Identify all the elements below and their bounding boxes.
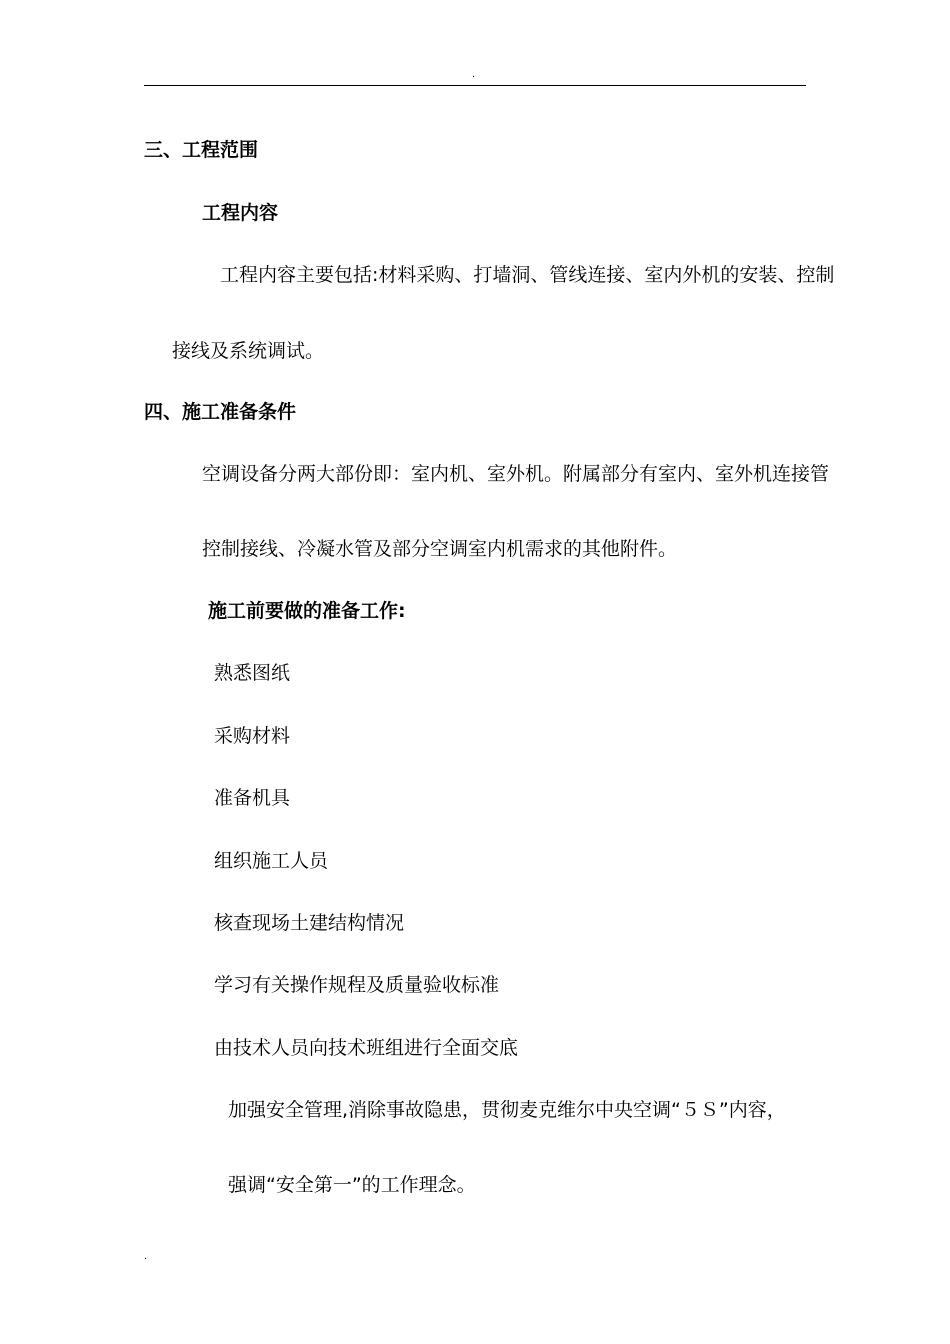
list-item: 由技术人员向技术班组进行全面交底 <box>214 1037 519 1059</box>
section-3-paragraph-line-2: 接线及系统调试。 <box>172 340 325 362</box>
section-4-title: 四、施工准备条件 <box>144 401 297 423</box>
list-item: 熟悉图纸 <box>214 662 291 684</box>
section-4-paragraph-line-2: 控制接线、冷凝水管及部分空调室内机需求的其他附件。 <box>202 538 678 560</box>
list-item: 准备机具 <box>214 787 291 809</box>
list-item: 学习有关操作规程及质量验收标准 <box>214 974 500 996</box>
list-item: 采购材料 <box>214 725 291 747</box>
section-4-paragraph-line-1: 空调设备分两大部份即：室内机、室外机。附属部分有室内、室外机连接管 <box>202 463 830 485</box>
header-mark: . <box>472 69 476 80</box>
list-item: 核查现场土建结构情况 <box>214 912 405 934</box>
section-3-paragraph-line-1: 工程内容主要包括:材料采购、打墙洞、管线连接、室内外机的安装、控制 <box>220 264 835 286</box>
safety-paragraph-line-1: 加强安全管理,消除事故隐患，贯彻麦克维尔中央空调“５Ｓ”内容， <box>228 1099 786 1121</box>
section-3-title: 三、工程范围 <box>144 139 259 161</box>
list-item: 组织施工人员 <box>214 850 329 872</box>
safety-paragraph-line-2: 强调“安全第一”的工作理念。 <box>228 1174 476 1196</box>
section-3-subtitle: 工程内容 <box>202 202 279 224</box>
header-rule <box>144 85 806 86</box>
footer-mark: . <box>144 1251 148 1262</box>
prep-heading: 施工前要做的准备工作: <box>208 600 406 622</box>
